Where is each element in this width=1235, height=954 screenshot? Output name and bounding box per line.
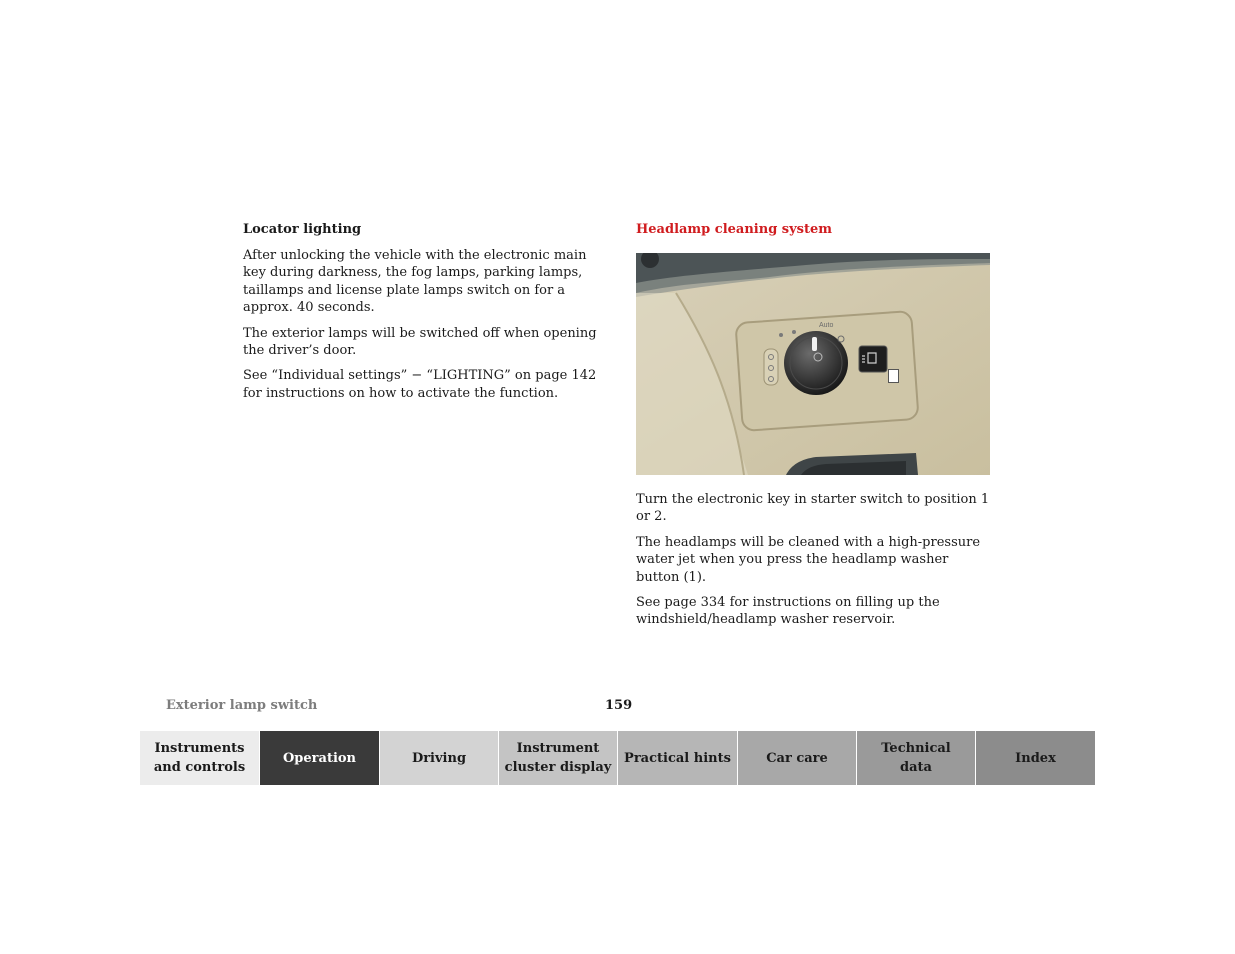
headlamp-cleaning-heading: Headlamp cleaning system [636,222,833,237]
locator-lighting-paragraph-3: See “Individual settings” − “LIGHTING” on page 142 for instructions on how to activate the function. [243,368,597,401]
tab-practical-hints[interactable]: Practical hints [618,731,738,785]
auto-label: Auto [819,322,834,329]
headlamp-cleaning-section [636,221,990,637]
tab-instruments-and-controls[interactable]: Instruments and controls [140,731,260,785]
callout-marker-1 [888,369,899,383]
chapter-navigation [140,731,1095,785]
locator-lighting-paragraph-1: After unlocking the vehicle with the electronic main key during darkness, the fog lamps, parking lamps, taillamps and license plate lamps switch on for a approx. 40 seconds. [243,248,587,316]
headlamp-cleaning-paragraph-1: Turn the electronic key in starter switch to position 1 or 2. [636,492,990,525]
section-title: Exterior lamp switch [166,698,318,713]
headlamp-cleaning-paragraph-3: See page 334 for instructions on filling up the windshield/headlamp washer reservoir. [636,595,940,628]
headlamp-cleaning-paragraph-2: The headlamps will be cleaned with a high-pressure water jet when you press the headlamp washer button (1). [636,534,981,585]
dashboard-illustration [636,253,990,475]
tab-index[interactable]: Index [976,731,1095,785]
tab-car-care[interactable]: Car care [738,731,857,785]
exterior-lamp-switch-illustration [636,253,990,475]
tab-operation[interactable]: Operation [260,731,380,785]
locator-lighting-section [243,221,603,410]
tab-instrument-cluster-display[interactable]: Instrument cluster display [499,731,618,785]
locator-lighting-heading: Locator lighting [243,222,362,237]
page-number: 159 [605,698,633,713]
tab-technical-data[interactable]: Technical data [857,731,976,785]
locator-lighting-paragraph-2: The exterior lamps will be switched off when opening the driver’s door. [243,325,597,359]
tab-driving[interactable]: Driving [380,731,499,785]
